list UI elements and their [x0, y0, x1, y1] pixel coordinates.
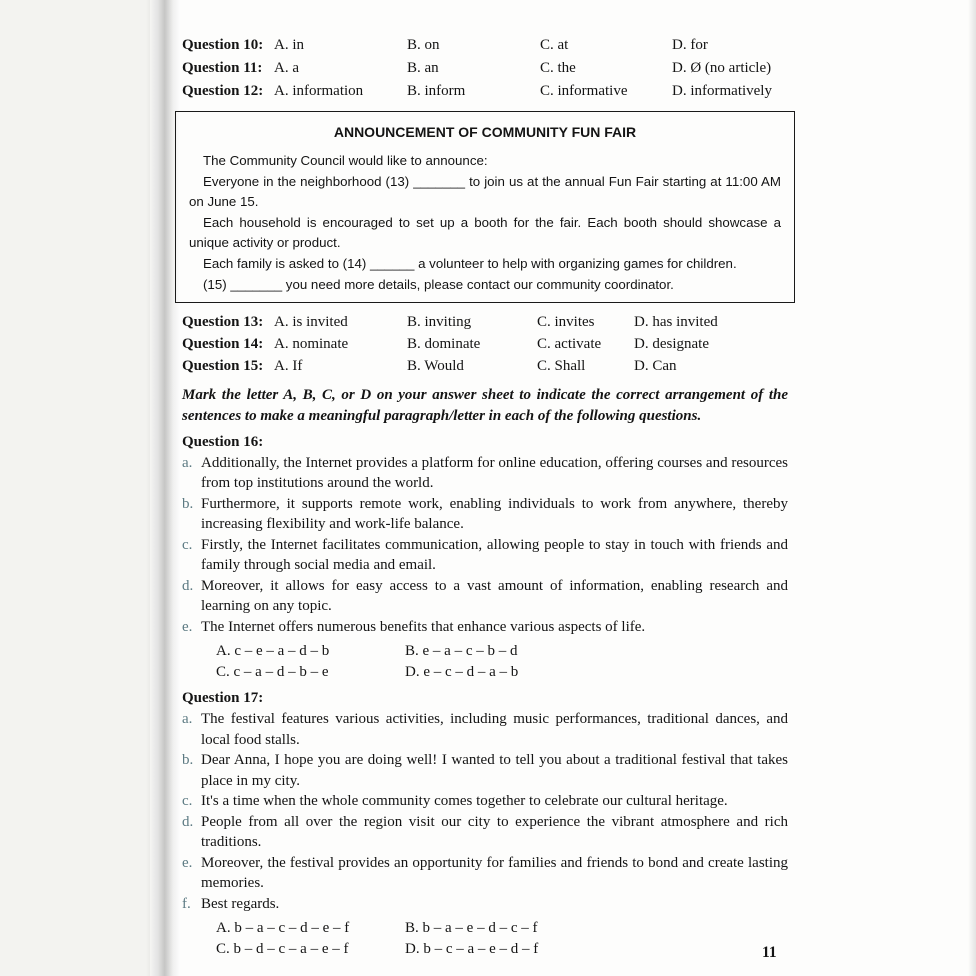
answer-option: B. b – a – e – d – c – f: [405, 920, 538, 937]
question-label: Question 11:: [182, 60, 263, 76]
announcement-title: ANNOUNCEMENT OF COMMUNITY FUN FAIR: [333, 124, 637, 140]
answer-option: B. e – a – c – b – d: [405, 643, 518, 660]
announcement-paragraph: Each family is asked to (14) ______ a volunteer to help with organizing games for children.: [203, 255, 737, 271]
option-b: B. an: [407, 60, 439, 76]
list-item: [182, 812, 788, 853]
item-letter: d.: [182, 813, 194, 830]
option-d: D. for: [672, 37, 708, 53]
option-c: C. the: [540, 60, 576, 76]
question-17-heading: Question 17:: [182, 690, 264, 707]
option-c: C. informative: [540, 83, 628, 99]
item-text: Firstly, the Internet facilitates communication, allowing people to stay in touch with friends and family through social media and email.: [201, 536, 788, 574]
item-text: The festival features various activities, including music performances, traditional dances, and local food stalls.: [201, 711, 788, 748]
answer-option: D. b – c – a – e – d – f: [405, 941, 539, 958]
item-text: Moreover, the festival provides an opportunity for families and friends to bond and create lasting memories.: [201, 854, 788, 892]
item-letter: c.: [182, 536, 193, 553]
item-letter: d.: [182, 577, 194, 594]
option-d: D. has invited: [634, 313, 718, 330]
option-b: B. inviting: [407, 313, 472, 330]
item-letter: e.: [182, 854, 193, 871]
question-17-answers: [182, 918, 788, 960]
option-a: A. information: [274, 83, 364, 99]
answer-option: A. b – a – c – d – e – f: [216, 920, 350, 937]
option-a: A. If: [274, 357, 303, 374]
option-a: A. a: [274, 60, 299, 76]
option-b: B. dominate: [407, 335, 481, 352]
item-text: Best regards.: [201, 895, 280, 912]
option-c: C. at: [540, 37, 569, 53]
list-item: [182, 617, 788, 638]
option-c: C. activate: [537, 335, 602, 352]
option-c: C. invites: [537, 313, 595, 330]
section-instruction: Mark the letter A, B, C, or D on your answer sheet to indicate the correct arrangement of the sentences to make a meaningful paragraph/letter in each of the following questions.: [182, 386, 788, 424]
answer-row: [216, 641, 788, 662]
item-text: The Internet offers numerous benefits that enhance various aspects of life.: [201, 618, 646, 635]
answer-option: D. e – c – d – a – b: [405, 664, 519, 681]
answer-row: [216, 918, 788, 939]
list-item: [182, 853, 788, 894]
item-text: People from all over the region visit our city to experience the vibrant atmosphere and rich traditions.: [201, 813, 788, 851]
question-row-12: [182, 80, 788, 103]
option-a: A. is invited: [274, 313, 348, 330]
option-b: B. on: [407, 37, 440, 53]
announcement-box: [175, 111, 795, 303]
item-letter: e.: [182, 618, 193, 635]
page-right-edge-shadow: [968, 0, 976, 976]
option-d: D. Ø (no article): [672, 60, 772, 76]
list-item: [182, 453, 788, 494]
item-letter: b.: [182, 495, 194, 512]
item-letter: c.: [182, 793, 193, 810]
announcement-paragraph: Each household is encouraged to set up a booth for the fair. Each booth should showcase a unique activity or product.: [189, 214, 781, 250]
announcement-paragraph: Everyone in the neighborhood (13) _______ to join us at the annual Fun Fair starting at 11:00 AM on June 15.: [189, 173, 781, 209]
list-item: [182, 576, 788, 617]
option-a: A. nominate: [274, 335, 349, 352]
scan-left-margin: [0, 0, 150, 976]
option-d: D. designate: [634, 335, 709, 352]
answer-row: [216, 662, 788, 683]
item-letter: f.: [182, 895, 191, 912]
item-text: Dear Anna, I hope you are doing well! I wanted to tell you about a traditional festival that takes place in my city.: [201, 752, 788, 789]
question-label: Question 10:: [182, 37, 264, 53]
list-item: [182, 791, 788, 812]
question-16-heading: Question 16:: [182, 433, 264, 450]
question-label: Question 15:: [182, 357, 264, 374]
list-item: [182, 535, 788, 576]
answer-option: C. b – d – c – a – e – f: [216, 941, 349, 958]
question-row-13: [182, 311, 788, 333]
item-letter: a.: [182, 711, 193, 728]
question-16-answers: [182, 641, 788, 683]
question-row-11: [182, 57, 788, 80]
option-b: B. Would: [407, 357, 464, 374]
option-d: D. informatively: [672, 83, 772, 99]
item-letter: a.: [182, 454, 193, 471]
option-d: D. Can: [634, 357, 677, 374]
item-letter: b.: [182, 752, 194, 769]
question-row-10: [182, 34, 788, 57]
page-content: [182, 34, 788, 962]
list-item: [182, 894, 788, 915]
answer-row: [216, 939, 788, 960]
answer-option: C. c – a – d – b – e: [216, 664, 329, 681]
item-text: Moreover, it allows for easy access to a vast amount of information, enabling research and learning on any topic.: [201, 577, 788, 615]
page-number: 11: [762, 944, 777, 961]
list-item: [182, 750, 788, 791]
question-row-15: [182, 355, 788, 377]
announcement-paragraph: (15) _______ you need more details, please contact our community coordinator.: [203, 276, 674, 292]
list-item: [182, 494, 788, 535]
question-label: Question 14:: [182, 335, 264, 352]
question-label: Question 12:: [182, 83, 264, 99]
option-a: A. in: [274, 37, 304, 53]
question-row-14: [182, 333, 788, 355]
list-item: [182, 709, 788, 750]
option-b: B. inform: [407, 83, 466, 99]
question-label: Question 13:: [182, 313, 264, 330]
item-text: It's a time when the whole community comes together to celebrate our cultural heritage.: [201, 793, 728, 810]
announcement-paragraph: The Community Council would like to announce:: [203, 153, 488, 168]
item-text: Additionally, the Internet provides a platform for online education, offering courses and resources from top institutions around the world.: [201, 454, 788, 492]
item-text: Furthermore, it supports remote work, enabling individuals to work from anywhere, thereby increasing flexibility and work-life balance.: [201, 495, 788, 533]
option-c: C. Shall: [537, 357, 586, 374]
answer-option: A. c – e – a – d – b: [216, 643, 330, 660]
